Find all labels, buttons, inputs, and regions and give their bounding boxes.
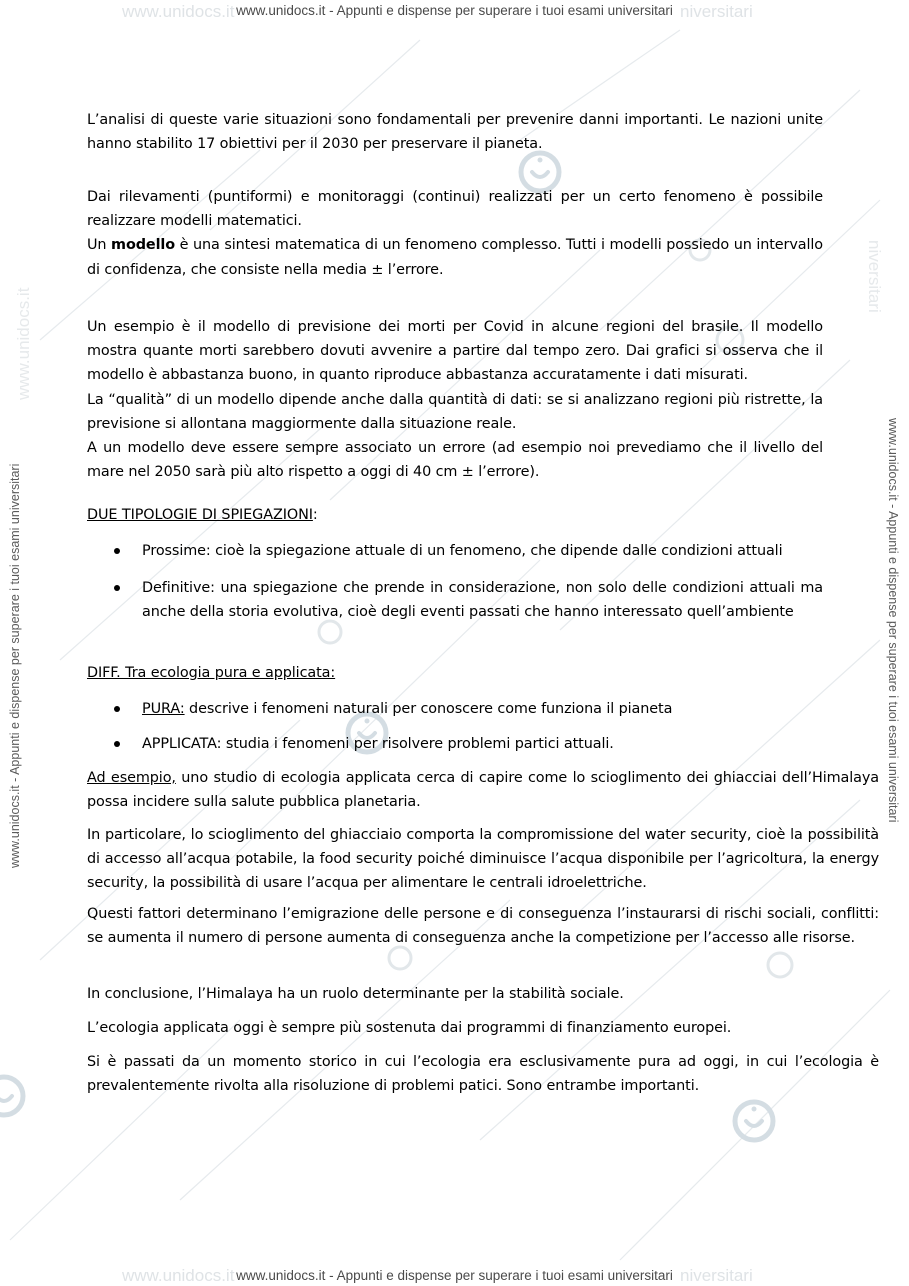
watermark-ghost-head-footer: www.unidocs.it <box>122 1266 235 1285</box>
paragraph-un-goals <box>87 108 823 156</box>
paragraph-migration <box>87 902 879 950</box>
paragraph-text: Ad esempio, uno studio di ecologia applicata cerca di capire come lo scioglimento dei ghiacciai dell’Himalaya possa incidere sulla salute pubblica planetaria. <box>87 770 879 811</box>
watermark-ghost-tail-footer: niversitari <box>680 1266 753 1285</box>
watermark-footer: www.unidocs.it - Appunti e dispense per superare i tuoi esami universitari <box>236 1268 673 1283</box>
paragraph-text: Un esempio è il modello di previsione dei morti per Covid in alcune regioni del brasile. Il modello mostra quante morti sarebbero dovuti avvenire a partire dal tempo zero. Dai grafici si osserva che il modello è abbastanza buono, in quanto riproduce abbastanza accuratamente i dati misurati. <box>87 319 823 384</box>
list-item: Definitive: una spiegazione che prende in considerazione, non solo delle condizioni attuali ma anche della storia evolutiva, cioè degli eventi passati che hanno interessato quell’ambiente <box>87 576 823 624</box>
paragraph-text: Si è passati da un momento storico in cui l’ecologia era esclusivamente pura ad oggi, in cui l’ecologia è prevalentemente rivolta alla risoluzione di problemi patici. Sono entrambe importanti. <box>87 1054 879 1095</box>
paragraph-models <box>87 185 823 282</box>
list-item: APPLICATA: studia i fenomeni per risolvere problemi partici attuali. <box>87 732 823 756</box>
paragraph-text: Dai rilevamenti (puntiformi) e monitoraggi (continui) realizzati per un certo fenomeno è possibile realizzare modelli matematici. <box>87 189 823 230</box>
paragraph-conclusion <box>87 982 879 1006</box>
watermark-side-right: www.unidocs.it - Appunti e dispense per superare i tuoi esami universitari <box>886 418 900 823</box>
list-item: Prossime: cioè la spiegazione attuale di un fenomeno, che dipende dalle condizioni attuali <box>87 539 823 563</box>
paragraph-funding <box>87 1016 879 1040</box>
paragraph-securities <box>87 823 879 896</box>
bold-term: modello <box>111 237 176 254</box>
section-explanations <box>87 503 823 527</box>
paragraph-text: A un modello deve essere sempre associato un errore (ad esempio noi prevediamo che il livello del mare nel 2050 sarà più alto rispetto a oggi di 40 cm ± l’errore). <box>87 440 823 481</box>
paragraph-text: La “qualità” di un modello dipende anche dalla quantità di dati: se si analizzano regioni più ristrette, la previsione si allontana maggiormente dalla situazione reale. <box>87 391 823 432</box>
list-explanations <box>87 539 823 563</box>
list-item: PURA: descrive i fenomeni naturali per conoscere come funziona il pianeta <box>87 697 823 721</box>
watermark-ghost-left: www.unidocs.it <box>14 287 33 400</box>
list-ecology-2 <box>87 732 823 756</box>
section-heading: DIFF. Tra ecologia pura e applicata: <box>87 665 336 681</box>
watermark-side-left: www.unidocs.it - Appunti e dispense per superare i tuoi esami universitari <box>8 463 22 868</box>
list-ecology <box>87 697 823 721</box>
list-explanations-2 <box>87 576 823 624</box>
paragraph-model-definition: Un modello è una sintesi matematica di un fenomeno complesso. Tutti i modelli possiedo un intervallo di confidenza, che consiste nella media ± l’errore. <box>87 237 823 278</box>
paragraph-text: Questi fattori determinano l’emigrazione delle persone e di conseguenza l’instaurarsi di rischi sociali, conflitti: se aumenta il numero di persone aumenta di conseguenza anche la competizione per l’accesso alle risorse. <box>87 906 879 947</box>
watermark-ghost-tail: niversitari <box>680 2 753 21</box>
paragraph-text: L’analisi di queste varie situazioni sono fondamentali per prevenire danni importanti. Le nazioni unite hanno stabilito 17 obiettivi per il 2030 per preservare il pianeta. <box>87 112 823 153</box>
watermark-ghost-right: niversitari <box>865 240 884 313</box>
paragraph-covid-example <box>87 315 823 484</box>
paragraph-text: L’ecologia applicata oggi è sempre più sostenuta dai programmi di finanziamento europei. <box>87 1020 732 1036</box>
paragraph-text: In conclusione, l’Himalaya ha un ruolo determinante per la stabilità sociale. <box>87 986 624 1002</box>
paragraph-text: In particolare, lo scioglimento del ghiacciaio comporta la compromissione del water security, cioè la possibilità di accesso all’acqua potabile, la food security poiché diminuisce l’acqua disponibile per l’agricoltura, la energy security, la possibilità di usare l’acqua per alimentare le centrali idroelettriche. <box>87 827 879 892</box>
paragraph-history <box>87 1050 879 1098</box>
watermark-ghost-head: www.unidocs.it <box>122 2 235 21</box>
section-heading: DUE TIPOLOGIE DI SPIEGAZIONI: <box>87 507 318 523</box>
paragraph-himalaya-example <box>87 766 879 814</box>
watermark-header: www.unidocs.it - Appunti e dispense per superare i tuoi esami universitari <box>236 3 673 18</box>
section-ecology <box>87 661 823 685</box>
